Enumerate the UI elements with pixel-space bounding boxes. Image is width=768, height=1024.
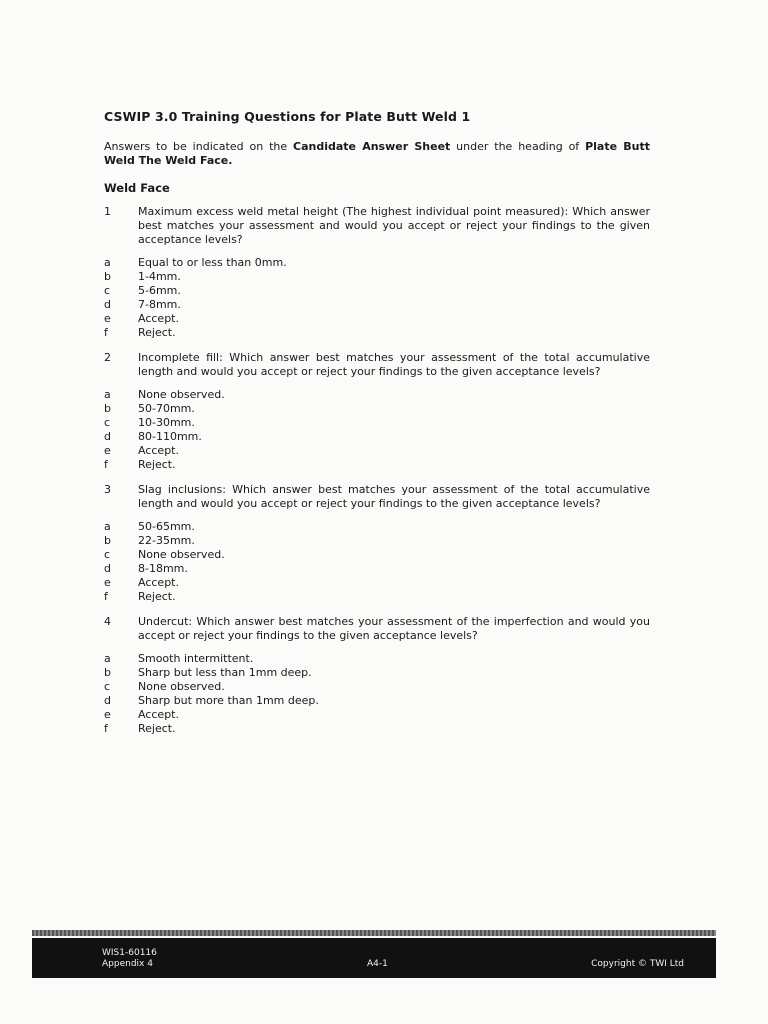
option-text: Smooth intermittent. bbox=[138, 652, 254, 665]
footer-doc-code: WIS1-60116 bbox=[102, 948, 157, 958]
option-item bbox=[104, 666, 650, 680]
option-letter: b bbox=[104, 270, 111, 283]
question-list bbox=[104, 205, 650, 736]
option-item bbox=[104, 520, 650, 534]
question-number: 3 bbox=[104, 483, 111, 496]
option-item bbox=[104, 576, 650, 590]
footer-page-number: A4-1 bbox=[367, 959, 388, 969]
option-item bbox=[104, 256, 650, 270]
footer-appendix: Appendix 4 bbox=[102, 959, 153, 969]
option-text: Accept. bbox=[138, 708, 179, 721]
option-letter: c bbox=[104, 284, 111, 297]
question-number: 1 bbox=[104, 205, 111, 218]
option-text: Equal to or less than 0mm. bbox=[138, 256, 287, 269]
option-list bbox=[104, 520, 650, 604]
option-letter: c bbox=[104, 680, 111, 693]
option-text: 1-4mm. bbox=[138, 270, 181, 283]
intro-bold-2: Plate Butt Weld The Weld Face. bbox=[104, 140, 650, 167]
footer-rule bbox=[32, 930, 716, 936]
option-letter: b bbox=[104, 666, 111, 679]
option-item bbox=[104, 326, 650, 340]
question-item bbox=[104, 615, 650, 643]
page-title: CSWIP 3.0 Training Questions for Plate Butt Weld 1 bbox=[104, 109, 471, 124]
intro-bold-1: Candidate Answer Sheet bbox=[293, 140, 451, 153]
option-item bbox=[104, 284, 650, 298]
option-item bbox=[104, 298, 650, 312]
question-text: Maximum excess weld metal height (The highest individual point measured): Which answer best matches your assessment and would you accept or reject your findings to the given acceptance levels? bbox=[138, 205, 650, 246]
footer-copyright: Copyright © TWI Ltd bbox=[591, 959, 684, 969]
option-letter: c bbox=[104, 416, 111, 429]
option-item bbox=[104, 562, 650, 576]
option-text: Reject. bbox=[138, 590, 176, 603]
question-text: Slag inclusions: Which answer best matches your assessment of the total accumulative length and would you accept or reject your findings to the given acceptance levels? bbox=[138, 483, 650, 510]
option-item bbox=[104, 430, 650, 444]
option-letter: e bbox=[104, 576, 111, 589]
option-text: Reject. bbox=[138, 326, 176, 339]
option-letter: a bbox=[104, 256, 111, 269]
option-item bbox=[104, 270, 650, 284]
option-item bbox=[104, 458, 650, 472]
option-text: Sharp but less than 1mm deep. bbox=[138, 666, 312, 679]
option-text: 7-8mm. bbox=[138, 298, 181, 311]
option-letter: a bbox=[104, 520, 111, 533]
option-letter: c bbox=[104, 548, 111, 561]
option-text: None observed. bbox=[138, 548, 225, 561]
option-letter: a bbox=[104, 388, 111, 401]
option-text: 8-18mm. bbox=[138, 562, 188, 575]
option-item bbox=[104, 652, 650, 666]
option-text: 50-70mm. bbox=[138, 402, 195, 415]
option-letter: f bbox=[104, 590, 108, 603]
option-text: 50-65mm. bbox=[138, 520, 195, 533]
footer-doc-info bbox=[102, 948, 157, 970]
option-item bbox=[104, 402, 650, 416]
section-heading: Weld Face bbox=[104, 181, 170, 195]
option-text: Accept. bbox=[138, 576, 179, 589]
option-text: 10-30mm. bbox=[138, 416, 195, 429]
option-letter: d bbox=[104, 298, 111, 311]
question-number: 2 bbox=[104, 351, 111, 364]
intro-text-2: under the heading of bbox=[450, 140, 586, 153]
option-text: 80-110mm. bbox=[138, 430, 202, 443]
option-text: 22-35mm. bbox=[138, 534, 195, 547]
option-letter: d bbox=[104, 430, 111, 443]
option-item bbox=[104, 590, 650, 604]
option-text: 5-6mm. bbox=[138, 284, 181, 297]
option-letter: e bbox=[104, 708, 111, 721]
option-letter: b bbox=[104, 402, 111, 415]
option-item bbox=[104, 548, 650, 562]
option-item bbox=[104, 312, 650, 326]
option-item bbox=[104, 444, 650, 458]
option-text: None observed. bbox=[138, 680, 225, 693]
option-list bbox=[104, 652, 650, 736]
option-letter: f bbox=[104, 722, 108, 735]
option-item bbox=[104, 708, 650, 722]
option-letter: b bbox=[104, 534, 111, 547]
intro-text-1: Answers to be indicated on the bbox=[104, 140, 293, 153]
question-item bbox=[104, 205, 650, 247]
option-text: Reject. bbox=[138, 722, 176, 735]
option-text: Accept. bbox=[138, 444, 179, 457]
option-item bbox=[104, 722, 650, 736]
intro-paragraph bbox=[104, 140, 650, 168]
question-item bbox=[104, 351, 650, 379]
option-text: Accept. bbox=[138, 312, 179, 325]
question-text: Incomplete fill: Which answer best matches your assessment of the total accumulative length and would you accept or reject your findings to the given acceptance levels? bbox=[138, 351, 650, 378]
document-page bbox=[104, 109, 650, 747]
option-letter: d bbox=[104, 562, 111, 575]
option-letter: f bbox=[104, 458, 108, 471]
option-item bbox=[104, 388, 650, 402]
question-text: Undercut: Which answer best matches your assessment of the imperfection and would you accept or reject your findings to the given acceptance levels? bbox=[138, 615, 650, 642]
option-text: Reject. bbox=[138, 458, 176, 471]
option-list bbox=[104, 388, 650, 472]
option-text: None observed. bbox=[138, 388, 225, 401]
option-text: Sharp but more than 1mm deep. bbox=[138, 694, 319, 707]
question-number: 4 bbox=[104, 615, 111, 628]
option-letter: d bbox=[104, 694, 111, 707]
question-item bbox=[104, 483, 650, 511]
page-footer bbox=[32, 938, 716, 978]
option-letter: f bbox=[104, 326, 108, 339]
option-letter: a bbox=[104, 652, 111, 665]
option-item bbox=[104, 416, 650, 430]
option-list bbox=[104, 256, 650, 340]
option-letter: e bbox=[104, 444, 111, 457]
option-letter: e bbox=[104, 312, 111, 325]
option-item bbox=[104, 534, 650, 548]
option-item bbox=[104, 694, 650, 708]
option-item bbox=[104, 680, 650, 694]
